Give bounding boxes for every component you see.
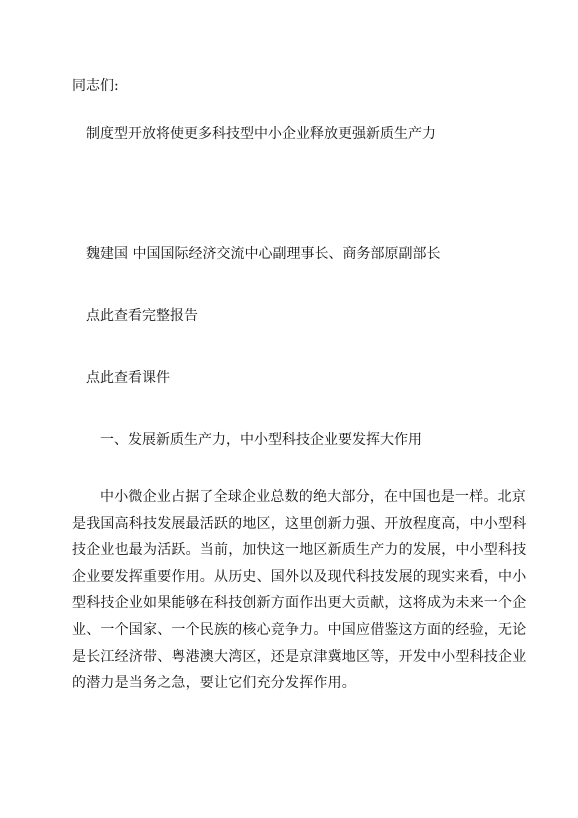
view-slides-link[interactable]: 点此查看课件 (86, 370, 170, 386)
paragraph-line: 中小微企业占据了全球企业总数的绝大部分，在中国也是一样。北京 (100, 489, 526, 505)
view-full-report-link[interactable]: 点此查看完整报告 (86, 308, 198, 324)
paragraph-line: 型科技企业如果能够在科技创新方面作出更大贡献，这将成为未来一个企 (72, 595, 527, 612)
paragraph-line: 的潜力是当务之急，要让它们充分发挥作用。 (72, 675, 356, 692)
paragraph-line: 技企业也最为活跃。当前，加快这一地区新质生产力的发展，中小型科技 (72, 542, 527, 559)
greeting: 同志们: (72, 78, 119, 94)
paragraph-line: 业、一个国家、一个民族的核心竞争力。中国应借鉴这方面的经验，无论 (72, 621, 527, 638)
body-paragraph (72, 484, 527, 697)
author-byline: 魏建国 中国国际经济交流中心副理事长、商务部原副部长 (86, 246, 441, 262)
paragraph-line: 是我国高科技发展最活跃的地区，这里创新力强、开放程度高，中小型科 (72, 515, 527, 532)
paragraph-line: 是长江经济带、粤港澳大湾区，还是京津冀地区等，开发中小型科技企业 (72, 648, 527, 665)
article-headline: 制度型开放将使更多科技型中小企业释放更强新质生产力 (86, 126, 436, 142)
section-heading: 一、发展新质生产力，中小型科技企业要发挥大作用 (100, 432, 422, 448)
paragraph-line: 企业要发挥重要作用。从历史、国外以及现代科技发展的现实来看，中小 (72, 568, 527, 585)
